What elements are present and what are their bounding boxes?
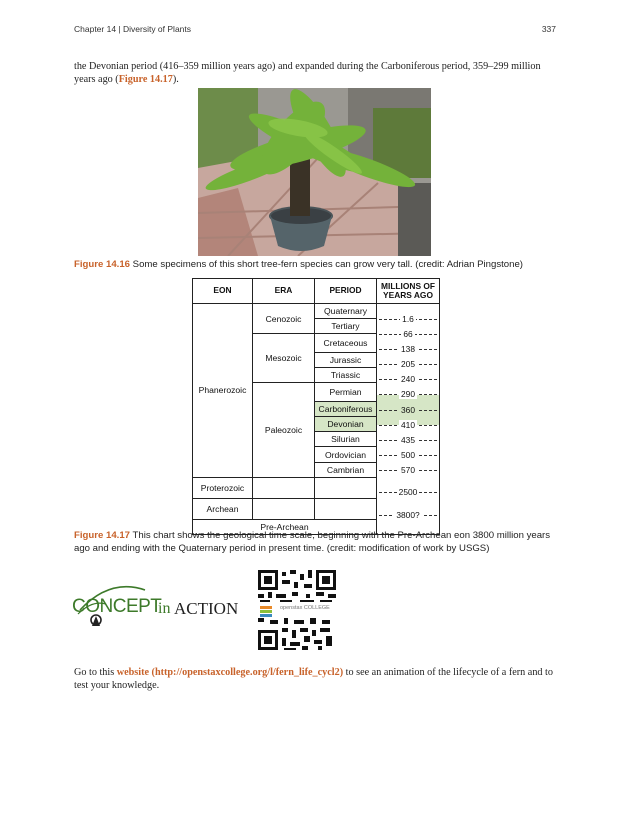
figure-14-17-caption: Figure 14.17 This chart shows the geological time scale, beginning with the Pre-Archean eon 3800 million years ago and ending with the Quaternary period in present time. (credit: modification of work by USGS) [74,530,551,554]
header-eon: EON [193,279,253,304]
period-cell: Ordovician [315,447,377,462]
era-cenozoic: Cenozoic [253,304,315,334]
boundary-value: 290 [401,389,415,399]
period-cell: Tertiary [315,319,377,334]
geologic-time-table [192,278,440,535]
website-link[interactable]: website (http://openstaxcollege.org/l/fern_life_cycl2) [116,667,344,678]
eon-phanerozoic: Phanerozoic [193,304,253,478]
running-header: Chapter 14 | Diversity of Plants [74,24,192,34]
closing-paragraph: Go to this website (http://openstaxcollege.org/l/fern_life_cycl2) to see an animation of the lifecycle of a fern and to test your knowledge. [74,667,553,691]
eon-pre-archean: Pre-Archean [193,519,377,534]
figure-14-16-caption: Figure 14.16 Some specimens of this short tree-fern species can grow very tall. (credit: Adrian Pingstone) [74,259,523,270]
concept-in-action-logo [70,582,240,632]
header-era: ERA [253,279,315,304]
header-period: PERIOD [315,279,377,304]
eon-proterozoic: Proterozoic [193,477,253,498]
boundary-value: 3800? [396,510,420,520]
logo-word-concept: CONCEPT [72,596,162,617]
period-cell: Cambrian [315,462,377,477]
empty-cell [253,477,315,498]
tree-fern-photo [198,88,431,256]
empty-cell [315,498,377,519]
period-cell-highlighted: Devonian [315,417,377,432]
boundary-value: 360 [401,405,415,415]
boundary-value: 138 [401,344,415,354]
boundary-value: 1.6 [402,314,414,324]
period-cell: Quaternary [315,304,377,319]
boundary-value: 410 [401,420,415,430]
empty-cell [315,477,377,498]
intro-paragraph: the Devonian period (416–359 million years ago) and expanded during the Carboniferous period, 359–299 million years ago (Figure 14.17). [74,61,541,85]
logo-word-action: ACTION [174,599,239,618]
figure-link[interactable]: Figure 14.17 [118,74,173,85]
empty-cell [253,498,315,519]
boundary-value: 2500 [398,487,418,497]
boundary-value: 66 [403,329,413,339]
page-number: 337 [541,24,556,34]
boundary-value: 205 [401,359,415,369]
boundary-value: 570 [401,465,415,475]
era-paleozoic: Paleozoic [253,383,315,478]
era-mesozoic: Mesozoic [253,334,315,383]
period-cell: Permian [315,383,377,402]
header-millions: MILLIONS OF YEARS AGO [377,279,440,304]
openstax-label: openstax COLLEGE [280,605,330,611]
boundary-value: 435 [401,435,415,445]
period-cell-highlighted: Carboniferous [315,401,377,416]
logo-word-in: in [158,600,171,617]
boundary-value: 240 [401,374,415,384]
millions-column [377,304,440,535]
eon-archean: Archean [193,498,253,519]
boundary-value: 500 [401,450,415,460]
period-cell: Silurian [315,432,377,447]
period-cell: Jurassic [315,352,377,367]
period-cell: Triassic [315,368,377,383]
period-cell: Cretaceous [315,334,377,353]
